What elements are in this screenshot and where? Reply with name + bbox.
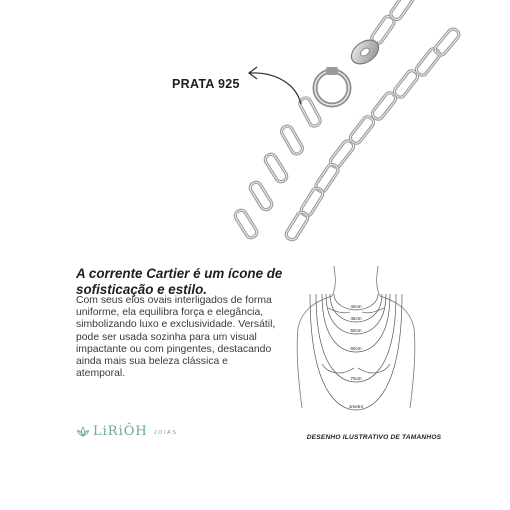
- chain-link: [392, 69, 419, 99]
- chain-link: [348, 115, 375, 145]
- product-description: Com seus elos ovais interligados de forma uniforme, ela equilibra força e elegância, simbolizando luxo e exclusividade. Versátil, pode ser usada sozinha para um visual impactante ou com pingentes, destacando ainda mais sua beleza clássica e atemporal.: [76, 295, 276, 380]
- brand-suffix: JOIAS: [153, 429, 178, 436]
- chain-illustration: [0, 0, 510, 250]
- chain-link: [414, 47, 441, 77]
- diagram-caption: DESENHO ILUSTRATIVO DE TAMANHOS: [306, 434, 442, 441]
- product-label: PRATA 925: [172, 77, 240, 91]
- necklace-size-diagram: [284, 258, 454, 430]
- chain-link: [433, 27, 461, 57]
- clasp-icon: [315, 35, 383, 105]
- length-label: 50cm: [350, 328, 362, 333]
- pointer-arrow: [250, 73, 301, 104]
- torso-outline: [297, 266, 415, 408]
- lotus-icon: [76, 425, 90, 439]
- length-label: 45cm: [350, 316, 362, 321]
- brand-logo: [76, 424, 178, 439]
- length-label: 70cm: [350, 376, 362, 381]
- chain-link: [370, 91, 397, 121]
- headline: A corrente Cartier é um ícone de sofisticação e estilo.: [76, 266, 283, 297]
- brand-name: LiRiÔH: [93, 424, 148, 439]
- length-label: 60cm: [350, 346, 362, 351]
- length-label: 1metro: [348, 404, 364, 409]
- length-label: 40cm: [350, 304, 362, 309]
- necklace-length-line: [322, 294, 390, 352]
